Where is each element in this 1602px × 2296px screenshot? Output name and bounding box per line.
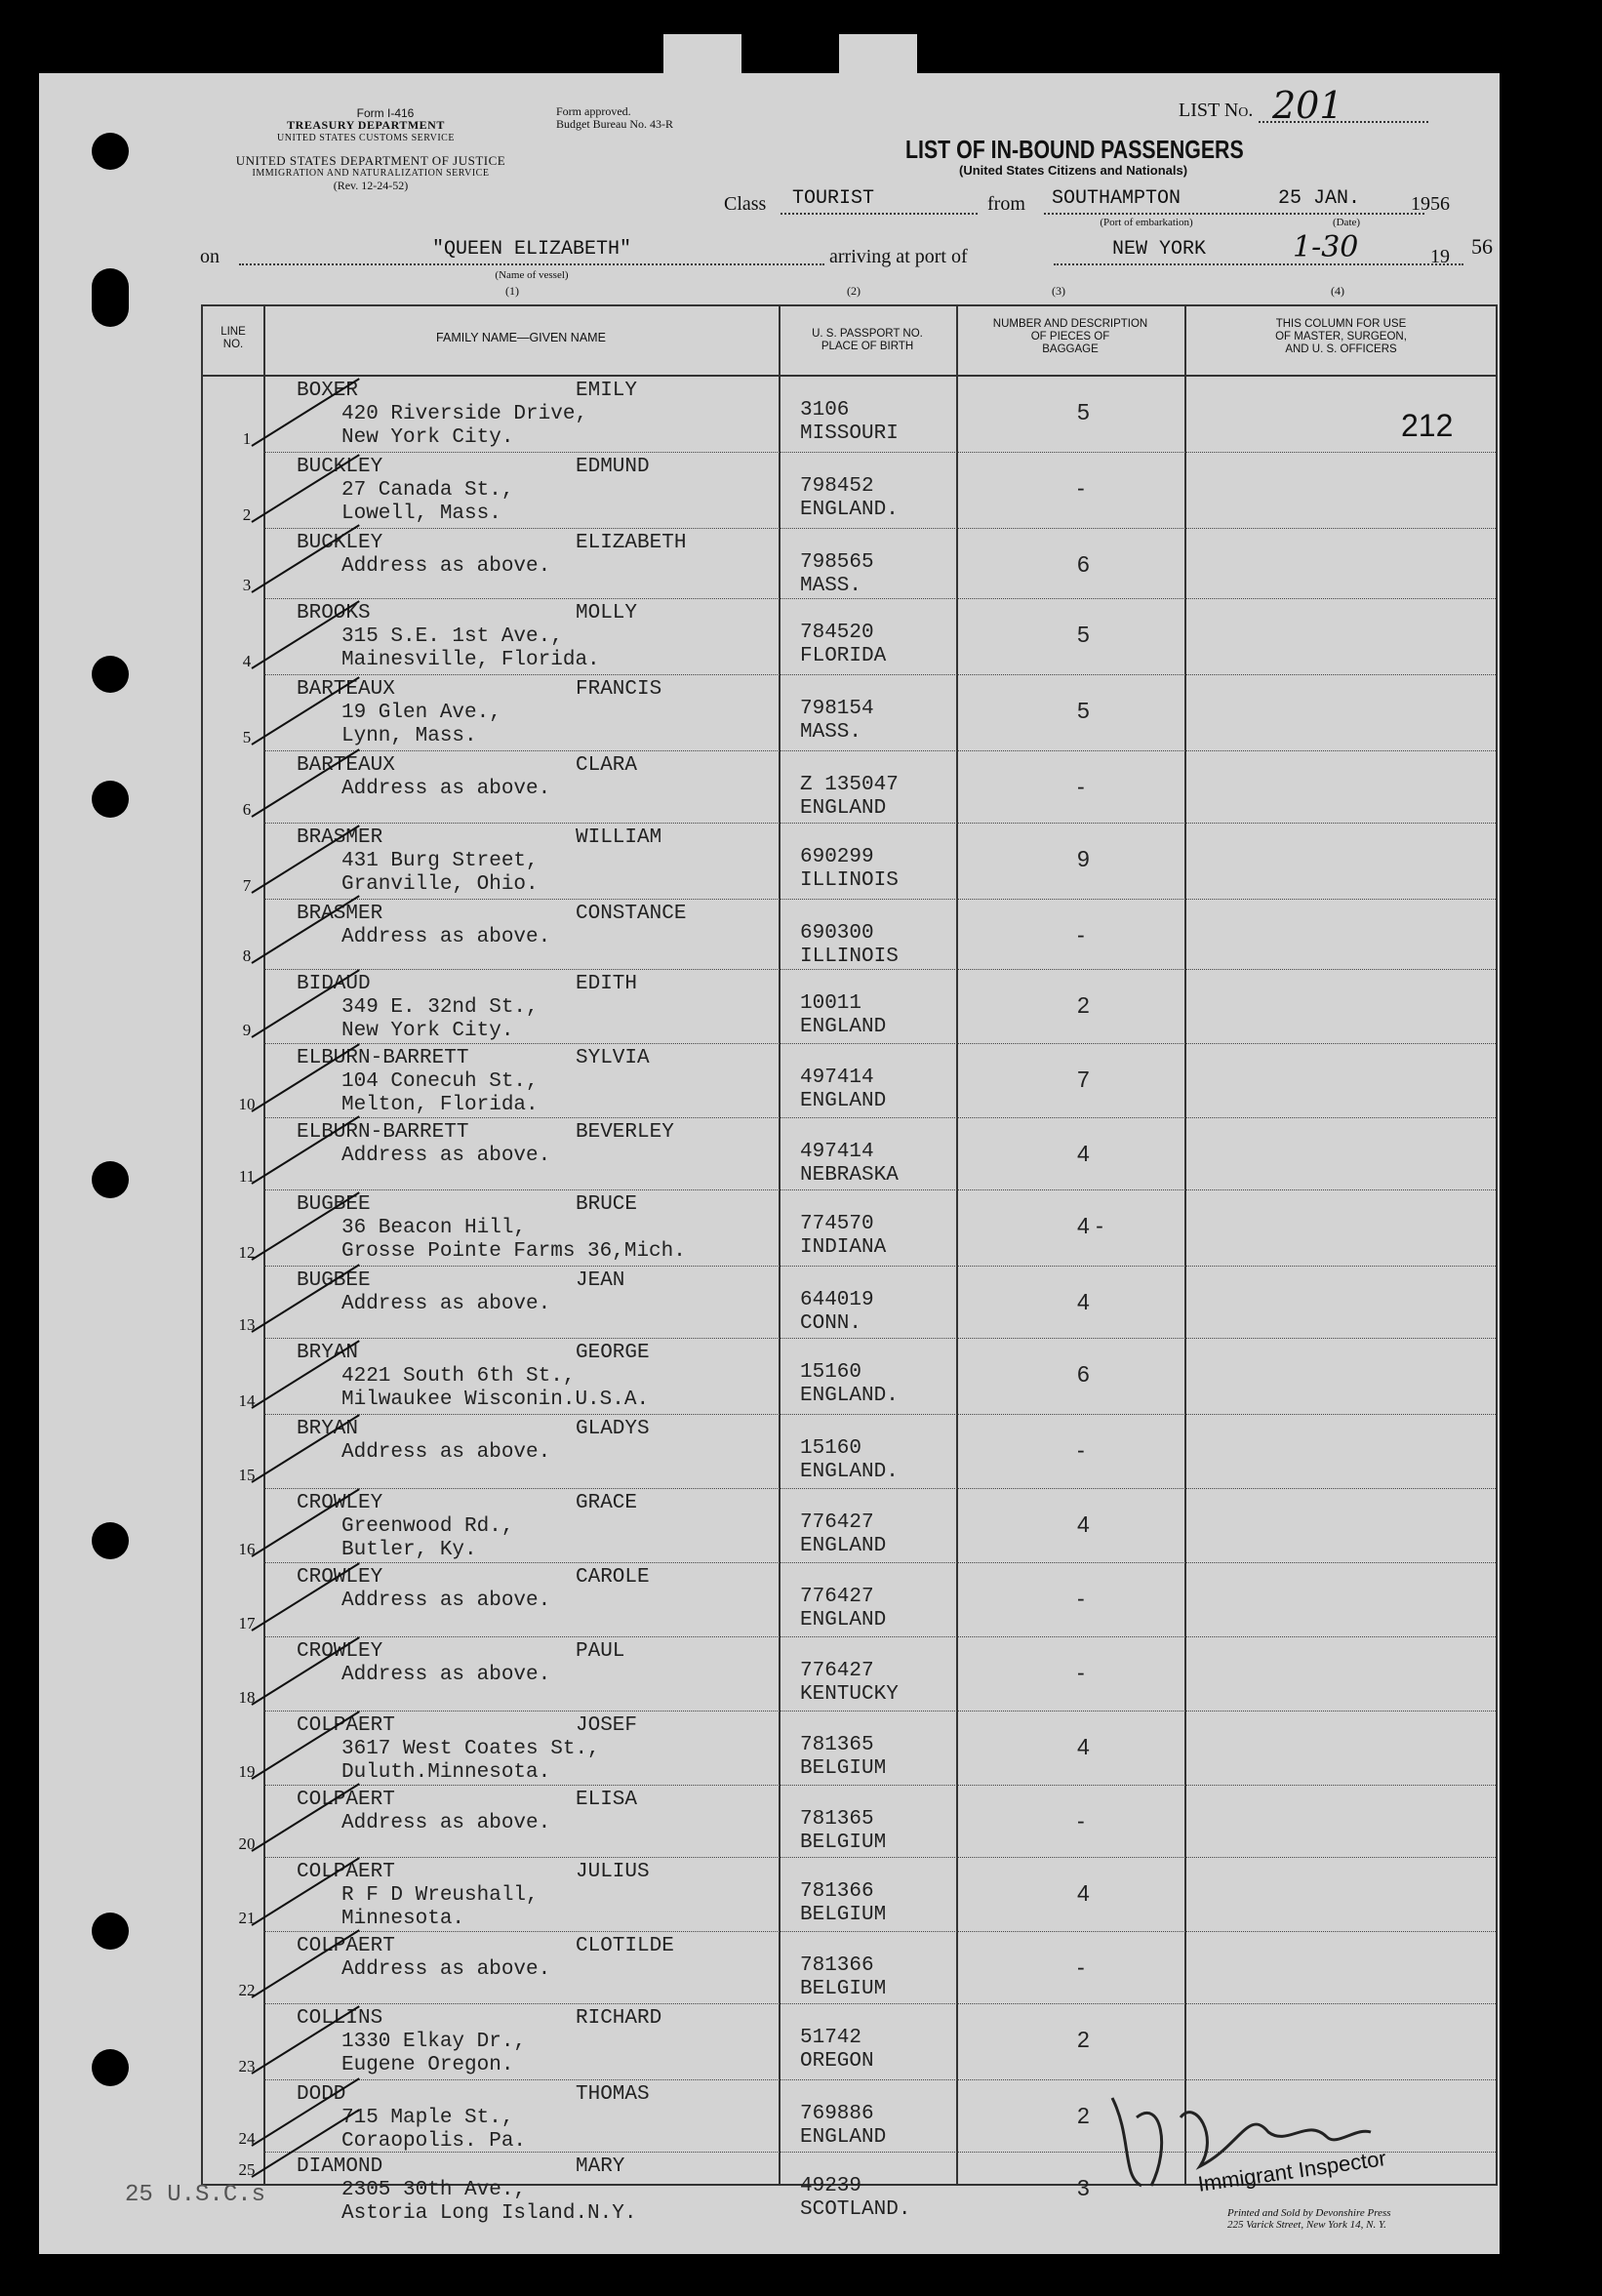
header-baggage-3: BAGGAGE	[1042, 343, 1099, 355]
header-passport	[779, 328, 956, 353]
family-name: BUCKLEY	[297, 456, 383, 478]
given-name: GLADYS	[576, 1418, 650, 1440]
baggage-count: 6	[1077, 1361, 1090, 1387]
given-name: BRUCE	[576, 1193, 638, 1216]
passport-number: Z 135047	[800, 774, 899, 796]
header-baggage	[956, 318, 1184, 356]
passport-number: 15160	[800, 1361, 862, 1384]
address-line-1: Greenwood Rd.,	[341, 1515, 514, 1538]
table-row	[203, 1712, 1496, 1786]
printer-line-2: 225 Varick Street, New York 14, N. Y.	[1227, 2219, 1386, 2231]
line-number: 4	[242, 652, 252, 670]
given-name: EDITH	[576, 973, 638, 995]
given-name: GRACE	[576, 1492, 638, 1514]
given-name: ELIZABETH	[576, 532, 687, 554]
address-line-2: Lowell, Mass.	[341, 503, 501, 525]
baggage-count: -	[1077, 774, 1085, 799]
address-line-2: Eugene Oregon.	[341, 2054, 514, 2076]
doj-title: UNITED STATES DEPARTMENT OF JUSTICE	[235, 153, 506, 168]
address-line-2: New York City.	[341, 1020, 514, 1042]
place-of-birth: BELGIUM	[800, 1978, 887, 2000]
sheet-tab	[663, 34, 741, 93]
address-line-2: Grosse Pointe Farms 36,Mich.	[341, 1240, 686, 1263]
line-number: 11	[238, 1167, 256, 1186]
address-line-1: 420 Riverside Drive,	[341, 403, 588, 425]
address-line-2: Melton, Florida.	[341, 1094, 539, 1116]
place-of-birth: SCOTLAND.	[800, 2198, 911, 2221]
table-row	[203, 2004, 1496, 2080]
line-number: 20	[238, 1834, 256, 1853]
place-of-birth: ENGLAND.	[800, 1461, 899, 1483]
table-row	[203, 970, 1496, 1044]
line-number: 23	[238, 2057, 256, 2075]
date-year: 1956	[1411, 193, 1450, 215]
family-name: BIDAUD	[297, 973, 371, 995]
line-number: 1	[242, 429, 252, 448]
punch-hole	[92, 268, 129, 327]
header-no: NO.	[222, 339, 244, 350]
table-row	[203, 1637, 1496, 1712]
vessel-name: "QUEEN ELIZABETH"	[239, 238, 824, 265]
header-baggage-1: NUMBER AND DESCRIPTION	[992, 318, 1148, 330]
punch-hole	[92, 133, 129, 170]
family-name: BUGBEE	[297, 1269, 371, 1292]
from-value: SOUTHAMPTON	[1044, 187, 1257, 215]
place-of-birth: BELGIUM	[800, 1904, 887, 1926]
passport-number: 497414	[800, 1141, 874, 1163]
table-row	[203, 453, 1496, 529]
header-name: FAMILY NAME—GIVEN NAME	[436, 331, 606, 344]
family-name: DODD	[297, 2083, 346, 2106]
table-row	[203, 1932, 1496, 2004]
line-number: 2	[242, 505, 252, 524]
header-baggage-2: OF PIECES OF	[1030, 331, 1110, 342]
line-number: 9	[242, 1021, 252, 1039]
place-of-birth: ENGLAND	[800, 1609, 887, 1631]
baggage-count: 5	[1077, 622, 1090, 647]
baggage-count: 4 -	[1077, 1213, 1103, 1238]
passport-number: 774570	[800, 1213, 874, 1235]
address-line-2: Granville, Ohio.	[341, 873, 539, 896]
place-of-birth: MISSOURI	[800, 423, 899, 445]
passport-number: 781366	[800, 1880, 874, 1903]
line-number: 16	[238, 1540, 256, 1558]
passport-number: 497414	[800, 1067, 874, 1089]
address-line-1: 715 Maple St.,	[341, 2107, 514, 2129]
punch-hole	[92, 656, 129, 693]
punch-hole	[92, 1913, 129, 1950]
class-value: TOURIST	[781, 187, 978, 215]
port-value: NEW YORK	[1054, 238, 1463, 265]
place-of-birth: BELGIUM	[800, 1757, 887, 1780]
given-name: CLOTILDE	[576, 1935, 674, 1957]
approved-note: Form approved.	[556, 104, 631, 118]
given-name: SYLVIA	[576, 1047, 650, 1069]
line-number: 8	[242, 947, 252, 965]
class-label: Class	[724, 193, 767, 215]
address-line-1: Address as above.	[341, 1441, 551, 1464]
header-officers-3: AND U. S. OFFICERS	[1285, 343, 1397, 355]
header-passport-no: U. S. PASSPORT NO.	[812, 328, 923, 340]
line-number: 19	[238, 1762, 256, 1781]
family-name: COLLINS	[297, 2007, 383, 2030]
col-number-1: (1)	[505, 284, 519, 298]
place-of-birth: CONN.	[800, 1312, 862, 1335]
given-name: PAUL	[576, 1640, 625, 1663]
address-line-1: R F D Wreushall,	[341, 1884, 539, 1907]
given-name: CONSTANCE	[576, 903, 687, 925]
table-row	[203, 751, 1496, 824]
line-number: 7	[242, 876, 252, 895]
family-name: ELBURN-BARRETT	[297, 1121, 469, 1144]
given-name: GEORGE	[576, 1342, 650, 1364]
baggage-count: 6	[1077, 551, 1090, 577]
table-row	[203, 1190, 1496, 1267]
col-number-3: (3)	[1052, 284, 1065, 298]
arrival-year: 56	[1471, 234, 1493, 259]
baggage-count: 9	[1077, 846, 1090, 871]
header-officers-2: OF MASTER, SURGEON,	[1275, 331, 1407, 342]
line-number: 14	[238, 1391, 256, 1410]
line-number: 6	[242, 800, 252, 819]
place-of-birth: MASS.	[800, 575, 862, 597]
address-line-2: Duluth.Minnesota.	[341, 1761, 551, 1784]
table-row	[203, 675, 1496, 751]
family-name: CROWLEY	[297, 1566, 383, 1589]
passport-number: 644019	[800, 1289, 874, 1311]
baggage-count: 5	[1077, 399, 1090, 424]
address-line-2: Butler, Ky.	[341, 1539, 477, 1561]
place-of-birth: ENGLAND	[800, 1016, 887, 1038]
punch-hole	[92, 1522, 129, 1559]
passport-number: 15160	[800, 1437, 862, 1460]
place-of-birth: ILLINOIS	[800, 869, 899, 892]
passport-number: 781365	[800, 1808, 874, 1831]
address-line-1: Address as above.	[341, 1590, 551, 1612]
family-name: BUCKLEY	[297, 532, 383, 554]
passport-number: 776427	[800, 1660, 874, 1682]
line-number: 24	[238, 2129, 256, 2148]
family-name: BRYAN	[297, 1418, 359, 1440]
officer-note: 212	[1401, 408, 1454, 443]
baggage-count: 4	[1077, 1289, 1090, 1314]
baggage-count: 5	[1077, 698, 1090, 723]
on-label: on	[200, 246, 220, 267]
address-line-1: 27 Canada St.,	[341, 479, 514, 502]
line-number: 21	[238, 1909, 256, 1927]
punch-hole	[92, 2049, 129, 2086]
address-line-1: Address as above.	[341, 1812, 551, 1834]
passport-number: 769886	[800, 2103, 874, 2125]
header-place-of-birth: PLACE OF BIRTH	[821, 341, 914, 352]
baggage-count: -	[1077, 1437, 1085, 1463]
baggage-count: 7	[1077, 1067, 1090, 1092]
address-line-1: Address as above.	[341, 555, 551, 578]
punch-hole	[92, 1161, 129, 1198]
baggage-count: 4	[1077, 1880, 1090, 1906]
arrival-date: 1-30	[1293, 230, 1359, 264]
punch-hole	[92, 781, 129, 818]
table-row	[203, 1339, 1496, 1415]
place-of-birth: ENGLAND	[800, 797, 887, 820]
baggage-count: 4	[1077, 1141, 1090, 1166]
family-name: COLPAERT	[297, 1714, 395, 1737]
place-of-birth: ENGLAND	[800, 1535, 887, 1557]
line-number: 22	[238, 1981, 256, 1999]
arriving-label: arriving at port of	[829, 246, 968, 267]
address-line-2: Milwaukee Wisconin.U.S.A.	[341, 1389, 650, 1411]
place-of-birth: ENGLAND	[800, 2126, 887, 2149]
given-name: EMILY	[576, 380, 638, 402]
ins-title: IMMIGRATION AND NATURALIZATION SERVICE	[252, 168, 490, 179]
address-line-1: Address as above.	[341, 1293, 551, 1315]
place-of-birth: OREGON	[800, 2050, 874, 2073]
place-of-birth: BELGIUM	[800, 1832, 887, 1854]
header-line: LINE	[220, 326, 246, 338]
address-line-2: Minnesota.	[341, 1908, 465, 1930]
table-row	[203, 1044, 1496, 1118]
family-name: DIAMOND	[297, 2155, 383, 2178]
address-line-1: 104 Conecuh St.,	[341, 1070, 539, 1093]
passport-number: 690299	[800, 846, 874, 868]
given-name: BEVERLEY	[576, 1121, 674, 1144]
line-number: 5	[242, 728, 252, 746]
inspector-title: Immigrant Inspector	[1196, 2146, 1388, 2196]
given-name: CLARA	[576, 754, 638, 777]
date-caption: (Date)	[1332, 217, 1361, 228]
table-row	[203, 824, 1496, 900]
place-of-birth: ENGLAND.	[800, 499, 899, 521]
address-line-1: Address as above.	[341, 1145, 551, 1167]
address-line-1: 19 Glen Ave.,	[341, 702, 501, 724]
address-line-1: 2305 30th Ave.,	[341, 2179, 527, 2201]
place-of-birth: ENGLAND.	[800, 1385, 899, 1407]
revision: (Rev. 12-24-52)	[333, 179, 409, 192]
address-line-2: Mainesville, Florida.	[341, 649, 600, 671]
given-name: EDMUND	[576, 456, 650, 478]
address-line-1: 3617 West Coates St.,	[341, 1738, 600, 1760]
family-name: BOXER	[297, 380, 359, 402]
passport-number: 51742	[800, 2027, 862, 2049]
passport-number: 776427	[800, 1586, 874, 1608]
form-subtitle: (United States Citizens and Nationals)	[959, 163, 1188, 178]
family-name: CROWLEY	[297, 1640, 383, 1663]
table-row	[203, 1858, 1496, 1932]
baggage-count: 2	[1077, 2103, 1090, 2128]
given-name: WILLIAM	[576, 826, 662, 849]
passport-number: 3106	[800, 399, 850, 422]
list-label: LIST No.	[1179, 100, 1254, 121]
arrival-year-prefix: 19	[1430, 246, 1450, 267]
table-row	[203, 1489, 1496, 1563]
baggage-count: -	[1077, 1954, 1085, 1980]
family-name: CROWLEY	[297, 1492, 383, 1514]
line-number: 3	[242, 576, 252, 594]
form-number: Form I-416	[356, 106, 415, 120]
vessel-caption: (Name of vessel)	[495, 269, 569, 281]
table-row	[203, 900, 1496, 970]
line-number: 13	[238, 1315, 256, 1334]
given-name: THOMAS	[576, 2083, 650, 2106]
table-row	[203, 599, 1496, 675]
address-line-2: New York City.	[341, 426, 514, 449]
address-line-1: Address as above.	[341, 926, 551, 948]
place-of-birth: ENGLAND	[800, 1090, 887, 1112]
table-row	[203, 1786, 1496, 1858]
passport-number: 781365	[800, 1734, 874, 1756]
sheet-tab	[839, 34, 917, 93]
budget-bureau: Budget Bureau No. 43-R	[556, 117, 673, 131]
family-name: BARTEAUX	[297, 754, 395, 777]
table-row	[203, 1267, 1496, 1339]
passport-number: 798565	[800, 551, 874, 574]
col-number-2: (2)	[847, 284, 861, 298]
given-name: MARY	[576, 2155, 625, 2178]
table-row	[203, 529, 1496, 599]
given-name: MOLLY	[576, 602, 638, 624]
form-title: LIST OF IN-BOUND PASSENGERS	[905, 135, 1244, 164]
statute-note: 25 U.S.C.s	[125, 2182, 266, 2208]
address-line-1: Address as above.	[341, 1664, 551, 1686]
passport-number: 10011	[800, 992, 862, 1015]
table-row	[203, 1563, 1496, 1637]
line-number: 25	[238, 2160, 256, 2179]
customs-service: UNITED STATES CUSTOMS SERVICE	[277, 133, 455, 143]
given-name: JULIUS	[576, 1861, 650, 1883]
given-name: RICHARD	[576, 2007, 662, 2030]
passport-number: 798154	[800, 698, 874, 720]
address-line-1: 4221 South 6th St.,	[341, 1365, 576, 1388]
family-name: COLPAERT	[297, 1861, 395, 1883]
printer-line-1: Printed and Sold by Devonshire Press	[1227, 2207, 1391, 2219]
address-line-2: Astoria Long Island.N.Y.	[341, 2202, 637, 2225]
from-label: from	[987, 193, 1025, 215]
family-name: BUGBEE	[297, 1193, 371, 1216]
passport-number: 798452	[800, 475, 874, 498]
given-name: FRANCIS	[576, 678, 662, 701]
address-line-2: Lynn, Mass.	[341, 725, 477, 747]
place-of-birth: FLORIDA	[800, 645, 887, 667]
header-officers-1: THIS COLUMN FOR USE	[1275, 318, 1407, 330]
place-of-birth: INDIANA	[800, 1236, 887, 1259]
address-line-2: Coraopolis. Pa.	[341, 2130, 527, 2153]
family-name: BARTEAUX	[297, 678, 395, 701]
address-line-1: 431 Burg Street,	[341, 850, 539, 872]
passport-number: 784520	[800, 622, 874, 644]
baggage-count: -	[1077, 1586, 1085, 1611]
family-name: BRYAN	[297, 1342, 359, 1364]
header-line-no	[203, 326, 263, 351]
col-number-4: (4)	[1331, 284, 1344, 298]
address-line-1: 36 Beacon Hill,	[341, 1217, 527, 1239]
place-of-birth: NEBRASKA	[800, 1164, 899, 1187]
passport-number: 49239	[800, 2175, 862, 2197]
baggage-count: 4	[1077, 1734, 1090, 1759]
address-line-1: 1330 Elkay Dr.,	[341, 2031, 527, 2053]
place-of-birth: ILLINOIS	[800, 946, 899, 968]
table-row	[203, 377, 1496, 453]
given-name: JEAN	[576, 1269, 625, 1292]
baggage-count: -	[1077, 475, 1085, 501]
baggage-count: 2	[1077, 992, 1090, 1018]
given-name: CAROLE	[576, 1566, 650, 1589]
address-line-1: Address as above.	[341, 778, 551, 800]
header-officers	[1184, 318, 1498, 356]
line-number: 10	[238, 1095, 256, 1113]
address-line-1: 349 E. 32nd St.,	[341, 996, 539, 1019]
date-value: 25 JAN.	[1259, 187, 1424, 215]
address-line-1: Address as above.	[341, 1958, 551, 1981]
family-name: ELBURN-BARRETT	[297, 1047, 469, 1069]
address-line-1: 315 S.E. 1st Ave.,	[341, 625, 563, 648]
given-name: JOSEF	[576, 1714, 638, 1737]
treasury-dept: TREASURY DEPARTMENT	[287, 118, 445, 132]
table-row	[203, 1415, 1496, 1489]
family-name: BRASMER	[297, 826, 383, 849]
family-name: COLPAERT	[297, 1789, 395, 1811]
passport-number: 781366	[800, 1954, 874, 1977]
table-row	[203, 1118, 1496, 1190]
baggage-count: -	[1077, 1660, 1085, 1685]
baggage-count: 2	[1077, 2027, 1090, 2052]
given-name: ELISA	[576, 1789, 638, 1811]
place-of-birth: MASS.	[800, 721, 862, 744]
passport-number: 690300	[800, 922, 874, 945]
passport-number: 776427	[800, 1511, 874, 1534]
family-name: BRASMER	[297, 903, 383, 925]
family-name: COLPAERT	[297, 1935, 395, 1957]
baggage-count: 3	[1077, 2175, 1090, 2200]
line-number: 12	[238, 1243, 256, 1262]
family-name: BROOKS	[297, 602, 371, 624]
baggage-count: 4	[1077, 1511, 1090, 1537]
line-number: 15	[238, 1466, 256, 1484]
baggage-count: -	[1077, 1808, 1085, 1833]
embark-caption: (Port of embarkation)	[1100, 217, 1193, 228]
place-of-birth: KENTUCKY	[800, 1683, 899, 1706]
line-number: 18	[238, 1688, 256, 1707]
line-number: 17	[238, 1614, 256, 1632]
list-number: 201	[1259, 90, 1428, 123]
baggage-count: -	[1077, 922, 1085, 947]
